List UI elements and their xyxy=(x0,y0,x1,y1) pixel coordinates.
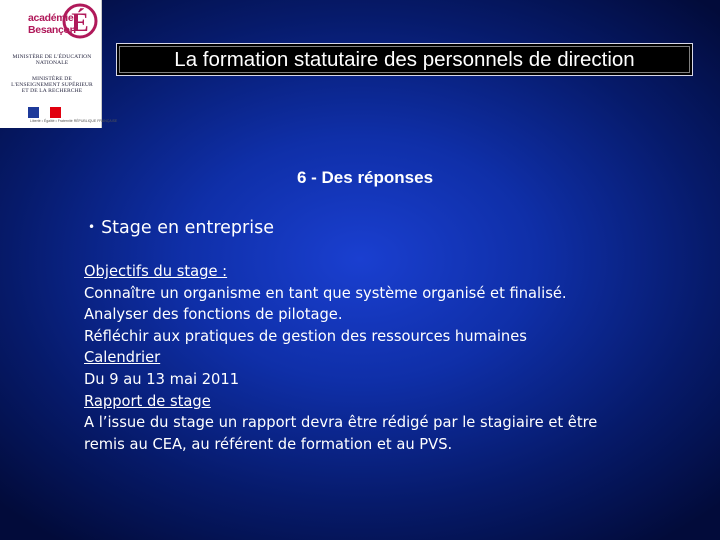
body-line: Calendrier xyxy=(84,349,161,367)
body-text xyxy=(84,261,704,455)
body-line: Réfléchir aux pratiques de gestion des ressources humaines xyxy=(84,327,527,345)
body-line: Du 9 au 13 mai 2011 xyxy=(84,370,240,388)
body-line: Analyser des fonctions de pilotage. xyxy=(84,306,343,324)
svg-text:É: É xyxy=(71,8,89,37)
bullet-item xyxy=(88,218,274,238)
ministry-education-label: MINISTÈRE DE L'ÉDUCATION NATIONALE xyxy=(12,54,92,66)
body-line: Connaître un organisme en tant que système organisé et finalisé. xyxy=(84,284,567,302)
academie-label: académie xyxy=(28,12,74,24)
academie-besancon-logo xyxy=(0,0,118,128)
body-line: Rapport de stage xyxy=(84,392,211,410)
section-heading: 6 - Des réponses xyxy=(296,168,434,187)
bullet-dot-icon: • xyxy=(88,220,96,234)
ministry-research-label: MINISTÈRE DE L'ENSEIGNEMENT SUPÉRIEUR ET DE LA RECHERCHE xyxy=(11,76,93,94)
academie-e-icon xyxy=(62,0,98,40)
bullet-text: Stage en entreprise xyxy=(101,218,274,238)
besancon-label: Besançon xyxy=(28,24,76,36)
republique-label: Liberté • Égalité • Fraternité RÉPUBLIQUE FRANÇAISE xyxy=(30,119,118,123)
body-line: remis au CEA, au référent de formation et au PVS. xyxy=(84,435,453,453)
french-flag-icon xyxy=(28,107,61,118)
body-line: Objectifs du stage : xyxy=(84,263,228,280)
slide-title xyxy=(116,43,693,76)
body-line: A l’issue du stage un rapport devra être rédigé par le stagiaire et être xyxy=(84,414,598,432)
slide-title-text: La formation statutaire des personnels de direction xyxy=(174,47,635,71)
